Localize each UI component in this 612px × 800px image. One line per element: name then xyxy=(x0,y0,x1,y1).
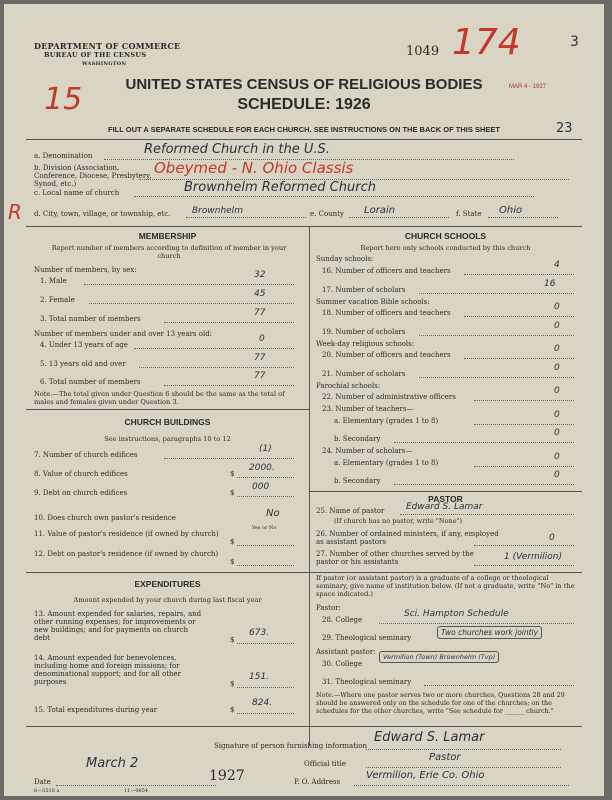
q16-label: 16. Number of officers and teachers xyxy=(322,267,451,275)
q27-label: 27. Number of other churches served by the pastor or his assistants xyxy=(316,550,474,566)
local-name-value: Brownhelm Reformed Church xyxy=(184,180,376,195)
q23a-label: a. Elementary (grades 1 to 8) xyxy=(334,417,439,425)
q23b-line xyxy=(394,442,574,443)
q22-label: 22. Number of administrative officers xyxy=(322,393,456,401)
instruction-line: FILL OUT A SEPARATE SCHEDULE FOR EACH CHURCH. SEE INSTRUCTIONS ON THE BACK OF THIS SHEET xyxy=(108,125,500,134)
q24b-line xyxy=(394,484,574,485)
parochial-schools-label: Parochial schools: xyxy=(316,382,381,390)
q28-label: 28. College xyxy=(322,616,363,624)
q3-label: 3. Total number of members xyxy=(40,315,141,323)
census-form-sheet xyxy=(4,4,604,796)
q16-value: 4 xyxy=(554,260,560,270)
q7-value: (1) xyxy=(259,444,272,454)
q30-label: 30. College xyxy=(322,660,363,668)
divider xyxy=(26,409,309,410)
signature-value: Edward S. Lamar xyxy=(374,730,485,745)
q4-line xyxy=(134,348,294,349)
q13-line xyxy=(237,643,294,644)
q29-value: Two churches work jointly xyxy=(437,626,542,639)
q11-line xyxy=(237,545,294,546)
q28-line xyxy=(379,623,574,624)
received-stamp: MAR 4 - 1927 xyxy=(509,84,547,90)
schools-intro: Report here only schools conducted by this church xyxy=(360,244,531,252)
year-value: 1927 xyxy=(209,768,245,784)
divider xyxy=(26,572,309,573)
signature-label: Signature of person furnishing information xyxy=(214,742,368,750)
state-line xyxy=(488,217,558,218)
q9-line xyxy=(237,496,294,497)
q4-value: 0 xyxy=(259,334,265,344)
form-code: 6—5518 a xyxy=(34,788,60,794)
po-address-value: Vermilion, Erie Co. Ohio xyxy=(366,770,485,781)
members-by-age-label: Number of members under and over 13 years old: xyxy=(34,330,213,338)
q27-value: 1 (Vermilion) xyxy=(504,552,562,562)
q8-value: 2000. xyxy=(249,463,275,473)
q26-label: 26. Number of ordained ministers, if any, employed as assistant pastors xyxy=(316,530,499,546)
divider xyxy=(309,491,582,492)
q8-dollar: $ xyxy=(230,470,235,478)
q2-label: 2. Female xyxy=(40,296,75,304)
q2-line xyxy=(89,303,294,304)
city-label: d. City, town, village, or township, etc. xyxy=(34,210,171,218)
pastor-heading: PASTOR xyxy=(428,494,463,504)
po-address-label: P. O. Address xyxy=(294,778,341,786)
q5-line xyxy=(139,367,294,368)
members-by-sex-label: Number of members, by sex: xyxy=(34,266,137,274)
q10-label: 10. Does church own pastor's residence xyxy=(34,514,176,522)
sunday-schools-label: Sunday schools: xyxy=(316,255,374,263)
division-value: Obeymed - N. Ohio Classis xyxy=(154,159,354,177)
q23b-label: b. Secondary xyxy=(334,435,381,443)
q9-value: 000 xyxy=(252,482,270,492)
q8-line xyxy=(237,477,294,478)
q13-dollar: $ xyxy=(230,636,235,644)
q22-value: 0 xyxy=(554,386,560,396)
q10-value: No xyxy=(266,508,280,519)
q21-line xyxy=(419,377,574,378)
form-number: 1049 xyxy=(406,44,440,59)
q6-line xyxy=(164,385,294,386)
signature-line xyxy=(366,749,561,750)
q1-label: 1. Male xyxy=(40,277,67,285)
q9-dollar: $ xyxy=(230,489,235,497)
q3-value: 77 xyxy=(254,308,266,318)
q25-label: 25. Name of pastor xyxy=(316,507,385,515)
membership-heading: MEMBERSHIP xyxy=(138,231,197,241)
divider xyxy=(26,226,582,227)
schools-heading: CHURCH SCHOOLS xyxy=(404,231,487,241)
q13-label: 13. Amount expended for salaries, repairs, and other running expenses; for improvements or new buildings; and for payments on church debt xyxy=(34,610,202,642)
po-address-line xyxy=(354,785,569,786)
q1-value: 32 xyxy=(254,270,266,280)
q31-line xyxy=(424,685,574,686)
denomination-value: Reformed Church in the U.S. xyxy=(144,142,330,157)
yes-no-hint: Yes or No xyxy=(252,525,277,531)
city-line xyxy=(186,217,306,218)
q3-line xyxy=(164,322,294,323)
q17-line xyxy=(419,293,574,294)
q24a-value: 0 xyxy=(554,452,560,462)
expenditures-intro: Amount expended by your church during last fiscal year xyxy=(73,596,262,604)
q5-label: 5. 13 years old and over xyxy=(40,360,126,368)
q17-value: 16 xyxy=(544,279,556,289)
date-label: Date xyxy=(34,778,51,786)
date-value: March 2 xyxy=(86,756,139,771)
state-label: f. State xyxy=(456,210,482,218)
college-intro: If pastor (or assistant pastor) is a graduate of a college or theological seminary, give name of institution below. (If not a graduate, write "No" in the space indicated.) xyxy=(316,574,575,598)
membership-intro: Report number of members according to definition of member in your church xyxy=(51,244,287,260)
membership-note: Note.—The total given under Question 6 should be the same as the total of males and females given under Question 3. xyxy=(34,390,285,406)
q15-value: 824. xyxy=(252,698,273,708)
q14-value: 151. xyxy=(249,672,270,682)
q15-dollar: $ xyxy=(230,706,235,714)
q15-line xyxy=(237,713,294,714)
q21-label: 21. Number of scholars xyxy=(322,370,406,378)
title-label: Official title xyxy=(304,760,346,768)
q4-label: 4. Under 13 years of age xyxy=(40,341,128,349)
q19-value: 0 xyxy=(554,321,560,331)
q15-label: 15. Total expenditures during year xyxy=(34,706,158,714)
summer-schools-label: Summer vacation Bible schools: xyxy=(316,298,430,306)
q6-label: 6. Total number of members xyxy=(40,378,141,386)
denomination-label: a. Denomination xyxy=(34,152,93,160)
county-value: Lorain xyxy=(364,205,396,216)
local-name-line xyxy=(134,196,534,197)
q26-line xyxy=(474,545,574,546)
assistant-sublabel: Assistant pastor: xyxy=(316,648,376,656)
q20-line xyxy=(464,358,574,359)
q19-label: 19. Number of scholars xyxy=(322,328,406,336)
q7-line xyxy=(164,458,294,459)
column-divider xyxy=(309,226,310,746)
divider xyxy=(26,726,582,727)
q29-label: 29. Theological seminary xyxy=(322,634,412,642)
expenditures-heading: EXPENDITURES xyxy=(134,579,201,589)
q30-value: Vermilion (Town) Brownhelm (Tvp) xyxy=(379,651,499,663)
print-code: 11—0654 xyxy=(124,788,149,794)
red-number-15: 15 xyxy=(44,82,83,117)
q17-label: 17. Number of scholars xyxy=(322,286,406,294)
q27-line xyxy=(474,565,574,566)
q14-dollar: $ xyxy=(230,680,235,688)
q25-line xyxy=(400,514,574,515)
q14-label: 14. Amount expended for benevolences, including home and foreign missions; for denominational support; and for all other purposes xyxy=(34,654,181,686)
q8-label: 8. Value of church edifices xyxy=(34,470,128,478)
q12-label: 12. Debt on pastor's residence (if owned by church) xyxy=(34,550,219,558)
weekday-schools-label: Week-day religious schools: xyxy=(316,340,415,348)
q26-value: 0 xyxy=(549,533,555,543)
date-line xyxy=(56,785,216,786)
red-number-174: 174 xyxy=(452,22,521,63)
pastor-sublabel: Pastor: xyxy=(316,604,341,612)
title-line xyxy=(366,767,561,768)
q11-label: 11. Value of pastor's residence (if owned by church) xyxy=(34,530,219,538)
q24b-value: 0 xyxy=(554,470,560,480)
q1-line xyxy=(84,284,294,285)
handwritten-23: 23 xyxy=(556,121,573,136)
county-label: e. County xyxy=(310,210,344,218)
form-title: UNITED STATES CENSUS OF RELIGIOUS BODIES xyxy=(125,76,483,93)
county-line xyxy=(349,217,449,218)
divider xyxy=(309,572,582,573)
red-r-mark: R xyxy=(8,200,22,224)
state-value: Ohio xyxy=(499,205,523,216)
divider xyxy=(26,139,582,140)
corner-number: 3 xyxy=(570,34,579,50)
q12-dollar: $ xyxy=(230,558,235,566)
q23a-value: 0 xyxy=(554,410,560,420)
department-heading: DEPARTMENT OF COMMERCE BUREAU OF THE CENSUS WASHINGTON xyxy=(34,41,181,67)
q16-line xyxy=(464,274,574,275)
q24-label: 24. Number of scholars— xyxy=(322,447,413,455)
q7-label: 7. Number of church edifices xyxy=(34,451,138,459)
schedule-title: SCHEDULE: 1926 xyxy=(237,96,371,113)
q21-value: 0 xyxy=(554,363,560,373)
title-value: Pastor xyxy=(429,752,461,763)
q31-label: 31. Theological seminary xyxy=(322,678,412,686)
q23a-line xyxy=(474,424,574,425)
buildings-intro: See instructions, paragraphs 10 to 12 xyxy=(104,435,231,443)
q12-line xyxy=(237,565,294,566)
q22-line xyxy=(474,400,574,401)
q20-label: 20. Number of officers and teachers xyxy=(322,351,451,359)
q24b-label: b. Secondary xyxy=(334,477,381,485)
q6-value: 77 xyxy=(254,371,266,381)
q24a-label: a. Elementary (grades 1 to 8) xyxy=(334,459,439,467)
division-label: b. Division (Association, Conference, Diocese, Presbytery, Synod, etc.) xyxy=(34,164,152,188)
q5-value: 77 xyxy=(254,353,266,363)
q20-value: 0 xyxy=(554,344,560,354)
q25-value: Edward S. Lamar xyxy=(406,502,483,512)
q18-value: 0 xyxy=(554,302,560,312)
buildings-heading: CHURCH BUILDINGS xyxy=(124,417,211,427)
q25-hint: (If church has no pastor, write "None") xyxy=(334,517,463,525)
q24a-line xyxy=(474,466,574,467)
q9-label: 9. Debt on church edifices xyxy=(34,489,128,497)
q14-line xyxy=(237,687,294,688)
q23-label: 23. Number of teachers— xyxy=(322,405,414,413)
q13-value: 673. xyxy=(249,628,270,638)
q18-label: 18. Number of officers and teachers xyxy=(322,309,451,317)
local-name-label: c. Local name of church xyxy=(34,189,120,197)
city-value: Brownhelm xyxy=(192,206,243,216)
q28-value: Sci. Hampton Schedule xyxy=(404,609,509,619)
q23b-value: 0 xyxy=(554,428,560,438)
q11-dollar: $ xyxy=(230,538,235,546)
pastor-note: Note.—Where one pastor serves two or more churches, Questions 28 and 29 should be answered only on the schedule for one of the churches; on the schedules for the other churches, write "See schedule for ______ church." xyxy=(316,691,565,715)
q18-line xyxy=(464,316,574,317)
q19-line xyxy=(419,335,574,336)
q2-value: 45 xyxy=(254,289,266,299)
